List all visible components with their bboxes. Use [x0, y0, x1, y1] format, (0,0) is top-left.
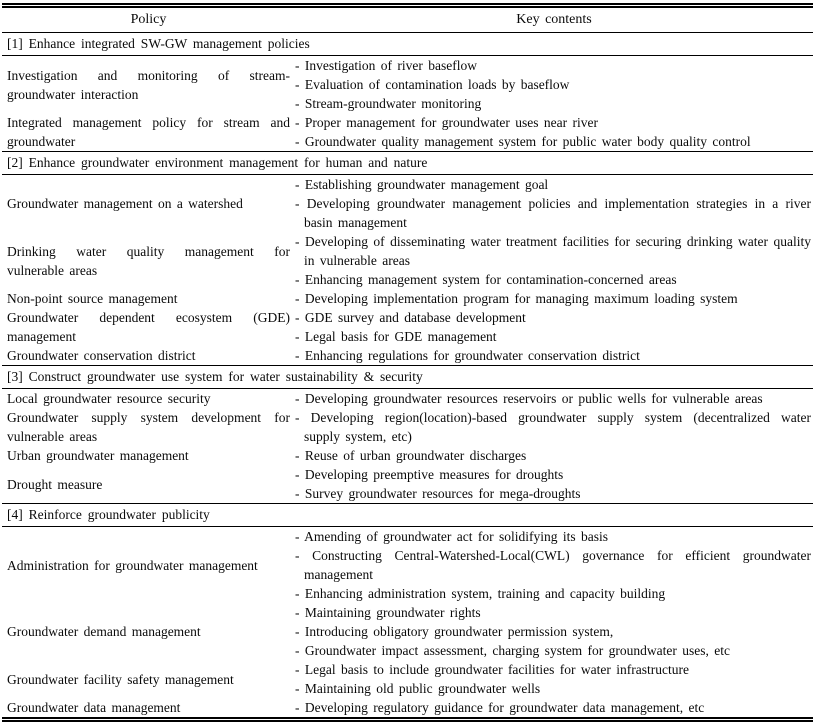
key-contents-cell: [295, 527, 813, 604]
key-content-item: - Maintaining old public groundwater wells: [295, 681, 541, 696]
table-row: [2, 698, 813, 717]
section-header: [1] Enhance integrated SW-GW management policies: [2, 33, 813, 56]
key-content-item: - GDE survey and database development: [295, 310, 526, 325]
section-header: [3] Construct groundwater use system for water sustainability & security: [2, 366, 813, 389]
key-contents-cell: [295, 465, 813, 504]
policy-cell: Local groundwater resource security: [7, 391, 211, 406]
key-content-item: - Enhancing management system for contamination-concerned areas: [295, 272, 677, 287]
section-header: [4] Reinforce groundwater publicity: [2, 504, 813, 527]
section-3: [2, 366, 813, 504]
table-outer-rules: [2, 3, 813, 722]
key-content-item: - Stream-groundwater monitoring: [295, 96, 482, 111]
table-row: [2, 289, 813, 308]
key-content-item: - Developing groundwater resources reservoirs or public wells for vulnerable areas: [295, 391, 763, 406]
table-row: [2, 465, 813, 504]
policy-cell: Groundwater dependent ecosystem (GDE) management: [7, 310, 290, 344]
key-content-item: - Groundwater impact assessment, charging system for groundwater uses, etc: [295, 643, 731, 658]
table-row: [2, 232, 813, 289]
table-header: [2, 8, 813, 33]
table-row: [2, 175, 813, 233]
key-content-item: - Reuse of urban groundwater discharges: [295, 448, 527, 463]
table-row: [2, 660, 813, 698]
table-row: [2, 389, 813, 409]
table-row: [2, 446, 813, 465]
section-header: [2] Enhance groundwater environment management for human and nature: [2, 152, 813, 175]
section-header-row: [2, 366, 813, 389]
key-contents-cell: [295, 232, 813, 289]
key-contents-cell: [295, 175, 813, 233]
key-content-item: - Constructing Central-Watershed-Local(CWL) governance for efficient groundwater management: [295, 548, 811, 582]
key-content-item: - Establishing groundwater management goal: [295, 177, 549, 192]
section-1: [2, 33, 813, 152]
key-content-item: - Evaluation of contamination loads by baseflow: [295, 77, 570, 92]
key-content-item: - Survey groundwater resources for mega-droughts: [295, 486, 581, 501]
key-content-item: - Developing groundwater management policies and implementation strategies in a river basin management: [295, 196, 811, 230]
policy-table: [2, 8, 813, 717]
key-contents-cell: [295, 389, 813, 409]
key-contents-cell: [295, 408, 813, 446]
key-contents-cell: [295, 56, 813, 114]
policy-cell: Drinking water quality management for vulnerable areas: [7, 243, 290, 278]
column-header-key-contents: Key contents: [295, 8, 813, 33]
policy-cell: Integrated management policy for stream and groundwater: [7, 115, 290, 149]
key-content-item: - Developing of disseminating water treatment facilities for securing drinking water quality in vulnerable areas: [295, 234, 811, 268]
key-content-item: - Maintaining groundwater rights: [295, 605, 481, 620]
key-content-item: - Introducing obligatory groundwater permission system,: [295, 624, 614, 639]
policy-cell: Investigation and monitoring of stream-groundwater interaction: [7, 67, 290, 102]
section-header-row: [2, 504, 813, 527]
table-row: [2, 346, 813, 366]
section-2: [2, 152, 813, 366]
key-content-item: - Enhancing regulations for groundwater conservation district: [295, 348, 640, 363]
policy-cell: Groundwater supply system development for vulnerable areas: [7, 410, 290, 444]
key-content-item: - Enhancing administration system, training and capacity building: [295, 586, 666, 601]
key-contents-cell: [295, 289, 813, 308]
policy-cell: Non-point source management: [7, 291, 178, 306]
key-content-item: - Legal basis to include groundwater facilities for water infrastructure: [295, 662, 689, 677]
section-header-row: [2, 152, 813, 175]
key-contents-cell: [295, 446, 813, 465]
policy-cell: Groundwater data management: [7, 700, 181, 715]
key-content-item: - Developing region(location)-based groundwater supply system (decentralized water supply system, etc): [295, 410, 811, 444]
policy-cell: Groundwater demand management: [7, 624, 201, 639]
policy-cell: Administration for groundwater management: [7, 557, 258, 573]
key-contents-cell: [295, 113, 813, 152]
key-content-item: - Groundwater quality management system for public water body quality control: [295, 134, 751, 149]
policy-cell: Drought measure: [7, 476, 103, 492]
key-content-item: - Investigation of river baseflow: [295, 58, 477, 73]
table-row: [2, 603, 813, 660]
key-content-item: - Developing implementation program for managing maximum loading system: [295, 291, 738, 306]
table-row: [2, 113, 813, 152]
table-row: [2, 308, 813, 346]
section-header-row: [2, 33, 813, 56]
key-content-item: - Amending of groundwater act for solidifying its basis: [295, 529, 608, 544]
key-contents-cell: [295, 660, 813, 698]
key-contents-cell: [295, 698, 813, 717]
table-row: [2, 408, 813, 446]
column-header-policy: Policy: [2, 8, 295, 33]
key-contents-cell: [295, 346, 813, 366]
table-row: [2, 56, 813, 114]
policy-cell: Urban groundwater management: [7, 448, 189, 463]
key-contents-cell: [295, 308, 813, 346]
key-content-item: - Developing regulatory guidance for groundwater data management, etc: [295, 700, 705, 715]
policy-cell: Groundwater conservation district: [7, 348, 196, 363]
section-4: [2, 504, 813, 718]
policy-cell: Groundwater facility safety management: [7, 671, 234, 687]
key-content-item: - Developing preemptive measures for droughts: [295, 467, 564, 482]
table-row: [2, 527, 813, 604]
key-content-item: - Legal basis for GDE management: [295, 329, 497, 344]
header-row: [2, 8, 813, 33]
policy-cell: Groundwater management on a watershed: [7, 196, 243, 211]
key-content-item: - Proper management for groundwater uses near river: [295, 115, 599, 130]
key-contents-cell: [295, 603, 813, 660]
paper-table-page: [2, 3, 813, 722]
